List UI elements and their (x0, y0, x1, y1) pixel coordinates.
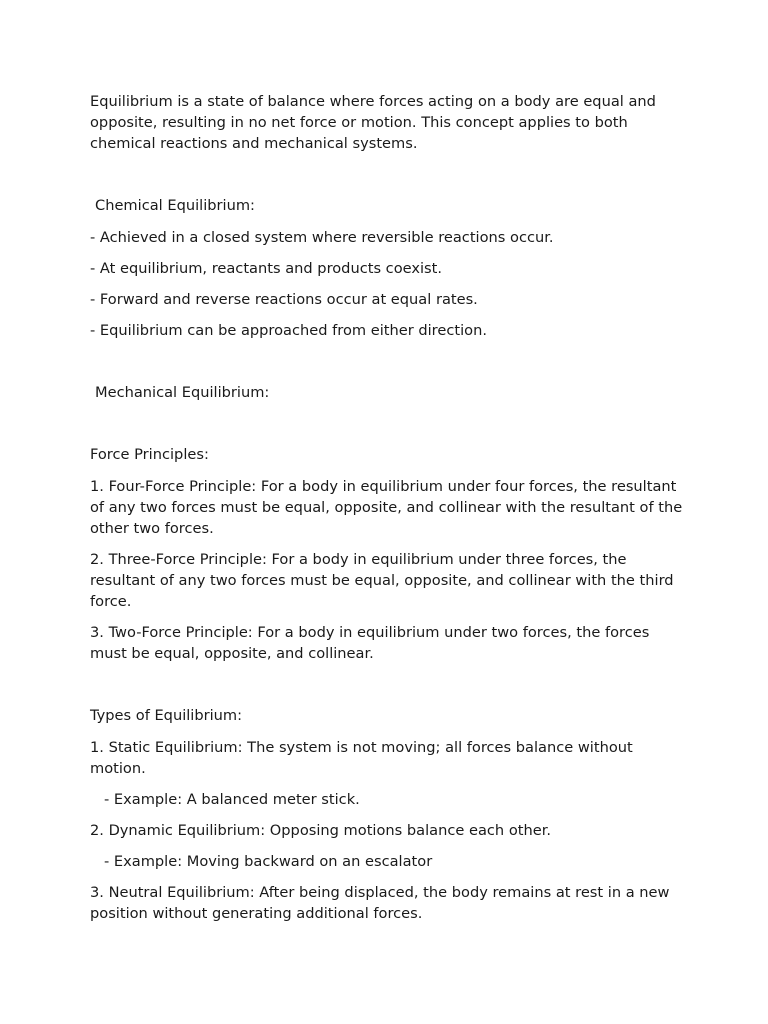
force-principles-heading: Force Principles: (90, 446, 209, 463)
type-example: - Example: A balanced meter stick. (104, 791, 360, 808)
force-principle-item: 2. Three-Force Principle: For a body in equilibrium under three forces, the resultant of any two forces must be equal, opposite, and collinear with the third force. (90, 551, 674, 610)
chemical-bullet: - Forward and reverse reactions occur at equal rates. (90, 291, 478, 308)
chemical-bullet: - Achieved in a closed system where reversible reactions occur. (90, 229, 554, 246)
types-heading: Types of Equilibrium: (90, 707, 243, 724)
force-principle-item: 3. Two-Force Principle: For a body in equilibrium under two forces, the forces must be equal, opposite, and collinear. (90, 624, 650, 662)
chemical-bullet: - Equilibrium can be approached from either direction. (90, 322, 487, 339)
document-page (90, 91, 690, 934)
chemical-bullet: - At equilibrium, reactants and products coexist. (90, 260, 443, 277)
mechanical-equilibrium-heading: Mechanical Equilibrium: (95, 384, 270, 401)
type-example: - Example: Moving backward on an escalator (104, 853, 433, 870)
type-item: 3. Neutral Equilibrium: After being displaced, the body remains at rest in a new position without generating additional forces. (90, 884, 670, 922)
chemical-equilibrium-heading: Chemical Equilibrium: (95, 197, 255, 214)
intro-paragraph: Equilibrium is a state of balance where forces acting on a body are equal and opposite, resulting in no net force or motion. This concept applies to both chemical reactions and mechanical systems. (90, 93, 656, 152)
force-principle-item: 1. Four-Force Principle: For a body in equilibrium under four forces, the resultant of any two forces must be equal, opposite, and collinear with the resultant of the other two forces. (90, 478, 683, 537)
type-item: 2. Dynamic Equilibrium: Opposing motions balance each other. (90, 822, 551, 839)
type-item: 1. Static Equilibrium: The system is not moving; all forces balance without motion. (90, 739, 633, 777)
